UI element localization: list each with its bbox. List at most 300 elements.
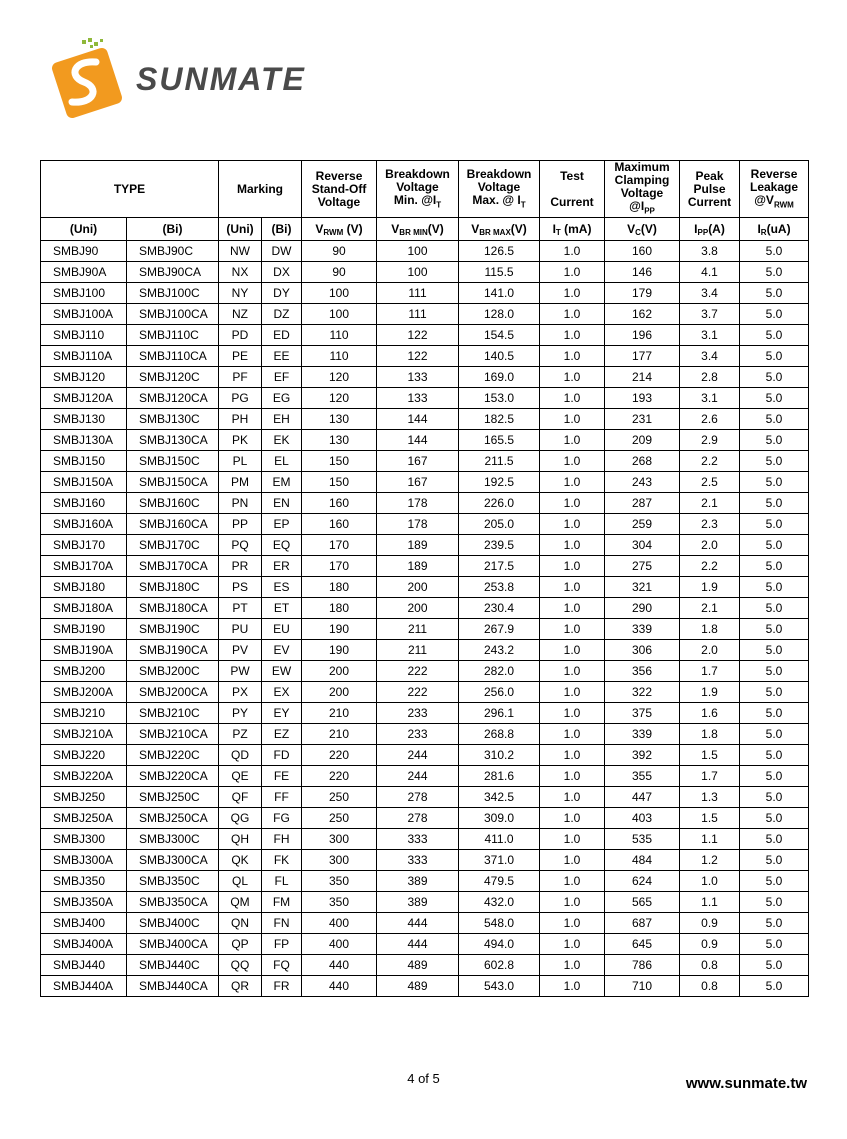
table-cell: QQ bbox=[219, 955, 262, 976]
table-cell: 243 bbox=[605, 472, 680, 493]
table-cell: SMBJ210 bbox=[41, 703, 127, 724]
table-cell: 1.0 bbox=[540, 535, 605, 556]
table-cell: SMBJ90A bbox=[41, 262, 127, 283]
table-row bbox=[41, 241, 809, 262]
table-cell: SMBJ150 bbox=[41, 451, 127, 472]
table-cell: SMBJ400 bbox=[41, 913, 127, 934]
table-cell: SMBJ300A bbox=[41, 850, 127, 871]
table-cell: 5.0 bbox=[740, 577, 809, 598]
table-cell: 130 bbox=[302, 430, 377, 451]
table-cell: QL bbox=[219, 871, 262, 892]
table-cell: PW bbox=[219, 661, 262, 682]
table-row bbox=[41, 598, 809, 619]
subheader-vrwm: $V_{RWM}$ (V) bbox=[302, 218, 377, 241]
table-cell: EF bbox=[262, 367, 302, 388]
table-cell: SMBJ130CA bbox=[127, 430, 219, 451]
table-cell: 160 bbox=[605, 241, 680, 262]
table-cell: 5.0 bbox=[740, 514, 809, 535]
table-row bbox=[41, 535, 809, 556]
table-cell: 322 bbox=[605, 682, 680, 703]
table-cell: 2.0 bbox=[680, 535, 740, 556]
table-cell: 253.8 bbox=[459, 577, 540, 598]
table-cell: PV bbox=[219, 640, 262, 661]
table-cell: SMBJ160A bbox=[41, 514, 127, 535]
table-cell: 432.0 bbox=[459, 892, 540, 913]
table-cell: SMBJ170A bbox=[41, 556, 127, 577]
table-cell: 484 bbox=[605, 850, 680, 871]
table-cell: 1.8 bbox=[680, 619, 740, 640]
table-cell: 2.1 bbox=[680, 493, 740, 514]
table-cell: 645 bbox=[605, 934, 680, 955]
table-cell: PN bbox=[219, 493, 262, 514]
table-cell: 1.0 bbox=[540, 241, 605, 262]
table-cell: DZ bbox=[262, 304, 302, 325]
table-cell: 5.0 bbox=[740, 934, 809, 955]
table-cell: 1.0 bbox=[540, 556, 605, 577]
subheader-it: $I_T$ (mA) bbox=[540, 218, 605, 241]
table-cell: FL bbox=[262, 871, 302, 892]
table-cell: 5.0 bbox=[740, 535, 809, 556]
table-cell: 122 bbox=[377, 346, 459, 367]
table-cell: 304 bbox=[605, 535, 680, 556]
table-cell: 2.1 bbox=[680, 598, 740, 619]
table-cell: 3.1 bbox=[680, 325, 740, 346]
table-cell: 2.2 bbox=[680, 451, 740, 472]
table-cell: 222 bbox=[377, 682, 459, 703]
table-cell: EN bbox=[262, 493, 302, 514]
table-cell: 5.0 bbox=[740, 430, 809, 451]
table-cell: 3.7 bbox=[680, 304, 740, 325]
table-cell: 275 bbox=[605, 556, 680, 577]
table-cell: 267.9 bbox=[459, 619, 540, 640]
table-cell: 214 bbox=[605, 367, 680, 388]
table-cell: FF bbox=[262, 787, 302, 808]
table-cell: 5.0 bbox=[740, 745, 809, 766]
table-cell: 144 bbox=[377, 430, 459, 451]
table-cell: 296.1 bbox=[459, 703, 540, 724]
table-cell: SMBJ180CA bbox=[127, 598, 219, 619]
table-cell: 5.0 bbox=[740, 787, 809, 808]
table-cell: 300 bbox=[302, 829, 377, 850]
table-cell: 0.9 bbox=[680, 934, 740, 955]
table-cell: 2.2 bbox=[680, 556, 740, 577]
table-cell: SMBJ440C bbox=[127, 955, 219, 976]
table-cell: 1.0 bbox=[540, 640, 605, 661]
table-cell: SMBJ250CA bbox=[127, 808, 219, 829]
header-row-2 bbox=[41, 218, 809, 241]
table-cell: 1.5 bbox=[680, 808, 740, 829]
table-cell: 1.0 bbox=[540, 682, 605, 703]
table-cell: EL bbox=[262, 451, 302, 472]
table-cell: 1.0 bbox=[540, 955, 605, 976]
table-cell: 1.0 bbox=[540, 430, 605, 451]
table-cell: DY bbox=[262, 283, 302, 304]
table-row bbox=[41, 934, 809, 955]
table-cell: ED bbox=[262, 325, 302, 346]
table-cell: 5.0 bbox=[740, 409, 809, 430]
table-cell: QN bbox=[219, 913, 262, 934]
table-row bbox=[41, 850, 809, 871]
table-cell: 154.5 bbox=[459, 325, 540, 346]
table-cell: ES bbox=[262, 577, 302, 598]
table-cell: EV bbox=[262, 640, 302, 661]
table-cell: EG bbox=[262, 388, 302, 409]
table-cell: PY bbox=[219, 703, 262, 724]
table-cell: PP bbox=[219, 514, 262, 535]
table-cell: 287 bbox=[605, 493, 680, 514]
table-cell: QF bbox=[219, 787, 262, 808]
table-cell: 5.0 bbox=[740, 556, 809, 577]
table-cell: 1.1 bbox=[680, 892, 740, 913]
logo-mark-icon bbox=[50, 38, 123, 120]
table-cell: NW bbox=[219, 241, 262, 262]
table-cell: 1.0 bbox=[540, 262, 605, 283]
table-cell: SMBJ110C bbox=[127, 325, 219, 346]
table-cell: 5.0 bbox=[740, 367, 809, 388]
header-reverse-leakage: Reverse Leakage $@V_{RWM}$ bbox=[740, 161, 809, 218]
table-cell: QG bbox=[219, 808, 262, 829]
table-cell: 2.0 bbox=[680, 640, 740, 661]
table-cell: 4.1 bbox=[680, 262, 740, 283]
table-cell: 100 bbox=[302, 304, 377, 325]
table-cell: 2.8 bbox=[680, 367, 740, 388]
table-cell: 1.0 bbox=[540, 346, 605, 367]
table-row bbox=[41, 661, 809, 682]
table-cell: 111 bbox=[377, 304, 459, 325]
subheader-marking-bi: (Bi) bbox=[262, 218, 302, 241]
table-cell: QP bbox=[219, 934, 262, 955]
table-cell: SMBJ90C bbox=[127, 241, 219, 262]
table-cell: 5.0 bbox=[740, 703, 809, 724]
table-cell: 0.9 bbox=[680, 913, 740, 934]
table-cell: FQ bbox=[262, 955, 302, 976]
table-cell: SMBJ100A bbox=[41, 304, 127, 325]
table-cell: QE bbox=[219, 766, 262, 787]
table-cell: 1.0 bbox=[540, 619, 605, 640]
table-row bbox=[41, 325, 809, 346]
table-cell: 1.0 bbox=[540, 514, 605, 535]
table-cell: 200 bbox=[377, 598, 459, 619]
table-cell: 1.0 bbox=[540, 451, 605, 472]
table-cell: 250 bbox=[302, 787, 377, 808]
table-row bbox=[41, 619, 809, 640]
table-row bbox=[41, 808, 809, 829]
table-cell: 1.0 bbox=[540, 304, 605, 325]
table-cell: PD bbox=[219, 325, 262, 346]
table-cell: 233 bbox=[377, 703, 459, 724]
table-row bbox=[41, 829, 809, 850]
table-row bbox=[41, 493, 809, 514]
table-row bbox=[41, 892, 809, 913]
table-cell: 5.0 bbox=[740, 955, 809, 976]
table-cell: SMBJ150A bbox=[41, 472, 127, 493]
table-cell: SMBJ440 bbox=[41, 955, 127, 976]
table-cell: 130 bbox=[302, 409, 377, 430]
table-cell: 5.0 bbox=[740, 661, 809, 682]
table-cell: QH bbox=[219, 829, 262, 850]
table-cell: 190 bbox=[302, 640, 377, 661]
table-cell: 160 bbox=[302, 514, 377, 535]
table-cell: FP bbox=[262, 934, 302, 955]
table-cell: 5.0 bbox=[740, 619, 809, 640]
table-cell: 1.0 bbox=[540, 913, 605, 934]
table-cell: SMBJ210A bbox=[41, 724, 127, 745]
table-cell: 189 bbox=[377, 535, 459, 556]
table-cell: 5.0 bbox=[740, 829, 809, 850]
table-row bbox=[41, 640, 809, 661]
table-cell: 111 bbox=[377, 283, 459, 304]
table-cell: 602.8 bbox=[459, 955, 540, 976]
table-cell: 5.0 bbox=[740, 493, 809, 514]
table-cell: 440 bbox=[302, 955, 377, 976]
table-cell: 333 bbox=[377, 850, 459, 871]
table-cell: 5.0 bbox=[740, 262, 809, 283]
table-cell: SMBJ350C bbox=[127, 871, 219, 892]
table-cell: SMBJ250A bbox=[41, 808, 127, 829]
table-cell: SMBJ220CA bbox=[127, 766, 219, 787]
table-cell: FK bbox=[262, 850, 302, 871]
table-cell: PL bbox=[219, 451, 262, 472]
table-cell: 220 bbox=[302, 766, 377, 787]
table-cell: 1.0 bbox=[540, 577, 605, 598]
table-cell: 1.7 bbox=[680, 661, 740, 682]
table-cell: 356 bbox=[605, 661, 680, 682]
table-cell: PE bbox=[219, 346, 262, 367]
table-row bbox=[41, 472, 809, 493]
table-cell: 239.5 bbox=[459, 535, 540, 556]
table-cell: FR bbox=[262, 976, 302, 997]
table-cell: SMBJ350CA bbox=[127, 892, 219, 913]
table-cell: 1.8 bbox=[680, 724, 740, 745]
table-cell: 233 bbox=[377, 724, 459, 745]
table-row bbox=[41, 451, 809, 472]
table-cell: 126.5 bbox=[459, 241, 540, 262]
table-cell: 150 bbox=[302, 472, 377, 493]
table-cell: SMBJ160CA bbox=[127, 514, 219, 535]
table-cell: 447 bbox=[605, 787, 680, 808]
logo-wordmark: SUNMATE bbox=[136, 61, 306, 97]
table-cell: SMBJ130 bbox=[41, 409, 127, 430]
table-cell: 110 bbox=[302, 346, 377, 367]
table-cell: 2.9 bbox=[680, 430, 740, 451]
table-cell: 333 bbox=[377, 829, 459, 850]
table-cell: 1.0 bbox=[540, 976, 605, 997]
table-cell: 444 bbox=[377, 913, 459, 934]
table-cell: 1.7 bbox=[680, 766, 740, 787]
table-cell: PT bbox=[219, 598, 262, 619]
table-cell: PQ bbox=[219, 535, 262, 556]
table-cell: SMBJ110CA bbox=[127, 346, 219, 367]
table-cell: SMBJ440A bbox=[41, 976, 127, 997]
table-cell: SMBJ120C bbox=[127, 367, 219, 388]
table-cell: 190 bbox=[302, 619, 377, 640]
table-cell: 120 bbox=[302, 388, 377, 409]
table-row bbox=[41, 955, 809, 976]
table-cell: 5.0 bbox=[740, 682, 809, 703]
table-cell: 115.5 bbox=[459, 262, 540, 283]
table-cell: DW bbox=[262, 241, 302, 262]
table-cell: SMBJ220 bbox=[41, 745, 127, 766]
table-cell: 244 bbox=[377, 766, 459, 787]
header-test-current: Test Current bbox=[540, 161, 605, 218]
table-cell: 2.3 bbox=[680, 514, 740, 535]
table-cell: 5.0 bbox=[740, 766, 809, 787]
table-cell: SMBJ170CA bbox=[127, 556, 219, 577]
table-cell: FE bbox=[262, 766, 302, 787]
table-cell: FG bbox=[262, 808, 302, 829]
table-cell: 222 bbox=[377, 661, 459, 682]
table-cell: 494.0 bbox=[459, 934, 540, 955]
table-cell: SMBJ110A bbox=[41, 346, 127, 367]
table-cell: SMBJ400CA bbox=[127, 934, 219, 955]
table-cell: 3.4 bbox=[680, 283, 740, 304]
table-cell: 211 bbox=[377, 640, 459, 661]
table-cell: 1.1 bbox=[680, 829, 740, 850]
table-cell: SMBJ350 bbox=[41, 871, 127, 892]
table-cell: 389 bbox=[377, 892, 459, 913]
table-cell: 182.5 bbox=[459, 409, 540, 430]
table-row bbox=[41, 388, 809, 409]
table-cell: 220 bbox=[302, 745, 377, 766]
table-cell: SMBJ190 bbox=[41, 619, 127, 640]
table-cell: EQ bbox=[262, 535, 302, 556]
table-cell: 400 bbox=[302, 913, 377, 934]
table-cell: 5.0 bbox=[740, 913, 809, 934]
subheader-vbr-max: $V_{BR MAX}(V)$ bbox=[459, 218, 540, 241]
table-cell: 3.4 bbox=[680, 346, 740, 367]
table-cell: FM bbox=[262, 892, 302, 913]
subheader-vbr-min: $V_{BR MIN}(V)$ bbox=[377, 218, 459, 241]
table-cell: 0.8 bbox=[680, 976, 740, 997]
table-cell: SMBJ170C bbox=[127, 535, 219, 556]
table-cell: NZ bbox=[219, 304, 262, 325]
table-cell: 1.0 bbox=[540, 598, 605, 619]
table-cell: 196 bbox=[605, 325, 680, 346]
table-cell: 392 bbox=[605, 745, 680, 766]
table-cell: FD bbox=[262, 745, 302, 766]
table-cell: SMBJ250C bbox=[127, 787, 219, 808]
table-cell: SMBJ200A bbox=[41, 682, 127, 703]
table-cell: 165.5 bbox=[459, 430, 540, 451]
table-cell: 5.0 bbox=[740, 892, 809, 913]
table-cell: 167 bbox=[377, 472, 459, 493]
table-cell: 90 bbox=[302, 262, 377, 283]
table-cell: 170 bbox=[302, 556, 377, 577]
table-cell: 5.0 bbox=[740, 640, 809, 661]
subheader-vc: $V_C(V)$ bbox=[605, 218, 680, 241]
table-cell: 250 bbox=[302, 808, 377, 829]
table-cell: SMBJ170 bbox=[41, 535, 127, 556]
table-cell: QD bbox=[219, 745, 262, 766]
subheader-ir: $I_R(uA)$ bbox=[740, 218, 809, 241]
website-link[interactable]: www.sunmate.tw bbox=[685, 1075, 807, 1092]
table-cell: 1.0 bbox=[540, 409, 605, 430]
table-cell: 5.0 bbox=[740, 451, 809, 472]
table-cell: 687 bbox=[605, 913, 680, 934]
table-cell: 90 bbox=[302, 241, 377, 262]
table-cell: PR bbox=[219, 556, 262, 577]
table-row bbox=[41, 346, 809, 367]
table-cell: 355 bbox=[605, 766, 680, 787]
table-cell: SMBJ400A bbox=[41, 934, 127, 955]
table-cell: SMBJ100C bbox=[127, 283, 219, 304]
table-cell: 278 bbox=[377, 808, 459, 829]
table-cell: 200 bbox=[302, 682, 377, 703]
table-cell: 5.0 bbox=[740, 871, 809, 892]
table-cell: 210 bbox=[302, 703, 377, 724]
table-cell: SMBJ160 bbox=[41, 493, 127, 514]
table-cell: 178 bbox=[377, 514, 459, 535]
table-cell: SMBJ210C bbox=[127, 703, 219, 724]
table-cell: 210 bbox=[302, 724, 377, 745]
table-cell: 1.0 bbox=[540, 871, 605, 892]
table-cell: SMBJ200CA bbox=[127, 682, 219, 703]
table-cell: 256.0 bbox=[459, 682, 540, 703]
table-cell: 180 bbox=[302, 598, 377, 619]
table-cell: 5.0 bbox=[740, 472, 809, 493]
table-cell: SMBJ250 bbox=[41, 787, 127, 808]
table-cell: QM bbox=[219, 892, 262, 913]
table-cell: EU bbox=[262, 619, 302, 640]
table-cell: 309.0 bbox=[459, 808, 540, 829]
table-cell: 786 bbox=[605, 955, 680, 976]
table-cell: 1.0 bbox=[540, 808, 605, 829]
table-cell: EE bbox=[262, 346, 302, 367]
table-cell: 489 bbox=[377, 976, 459, 997]
table-cell: SMBJ90 bbox=[41, 241, 127, 262]
table-cell: 177 bbox=[605, 346, 680, 367]
table-cell: 1.0 bbox=[540, 745, 605, 766]
table-cell: PF bbox=[219, 367, 262, 388]
table-cell: 231 bbox=[605, 409, 680, 430]
table-cell: SMBJ210CA bbox=[127, 724, 219, 745]
table-cell: 226.0 bbox=[459, 493, 540, 514]
table-cell: NY bbox=[219, 283, 262, 304]
table-cell: 489 bbox=[377, 955, 459, 976]
table-cell: 5.0 bbox=[740, 850, 809, 871]
table-cell: 1.2 bbox=[680, 850, 740, 871]
table-cell: 1.6 bbox=[680, 703, 740, 724]
table-cell: 150 bbox=[302, 451, 377, 472]
table-cell: 179 bbox=[605, 283, 680, 304]
table-cell: 278 bbox=[377, 787, 459, 808]
table-row bbox=[41, 871, 809, 892]
table-cell: 268 bbox=[605, 451, 680, 472]
table-cell: 244 bbox=[377, 745, 459, 766]
table-cell: 146 bbox=[605, 262, 680, 283]
table-cell: 268.8 bbox=[459, 724, 540, 745]
table-row bbox=[41, 262, 809, 283]
table-cell: 1.0 bbox=[540, 283, 605, 304]
table-cell: 2.6 bbox=[680, 409, 740, 430]
table-cell: 5.0 bbox=[740, 598, 809, 619]
header-breakdown-min: Breakdown Voltage Min. $@I_T$ bbox=[377, 161, 459, 218]
table-cell: 400 bbox=[302, 934, 377, 955]
table-cell: SMBJ190CA bbox=[127, 640, 219, 661]
table-cell: 153.0 bbox=[459, 388, 540, 409]
page-number: 4 of 5 bbox=[407, 1071, 440, 1086]
table-cell: 100 bbox=[377, 262, 459, 283]
table-cell: 5.0 bbox=[740, 346, 809, 367]
table-cell: 1.0 bbox=[540, 388, 605, 409]
table-row bbox=[41, 556, 809, 577]
table-cell: 209 bbox=[605, 430, 680, 451]
table-cell: 1.0 bbox=[540, 325, 605, 346]
table-cell: 162 bbox=[605, 304, 680, 325]
header-type: TYPE bbox=[41, 161, 219, 218]
table-cell: 5.0 bbox=[740, 388, 809, 409]
table-cell: SMBJ130C bbox=[127, 409, 219, 430]
